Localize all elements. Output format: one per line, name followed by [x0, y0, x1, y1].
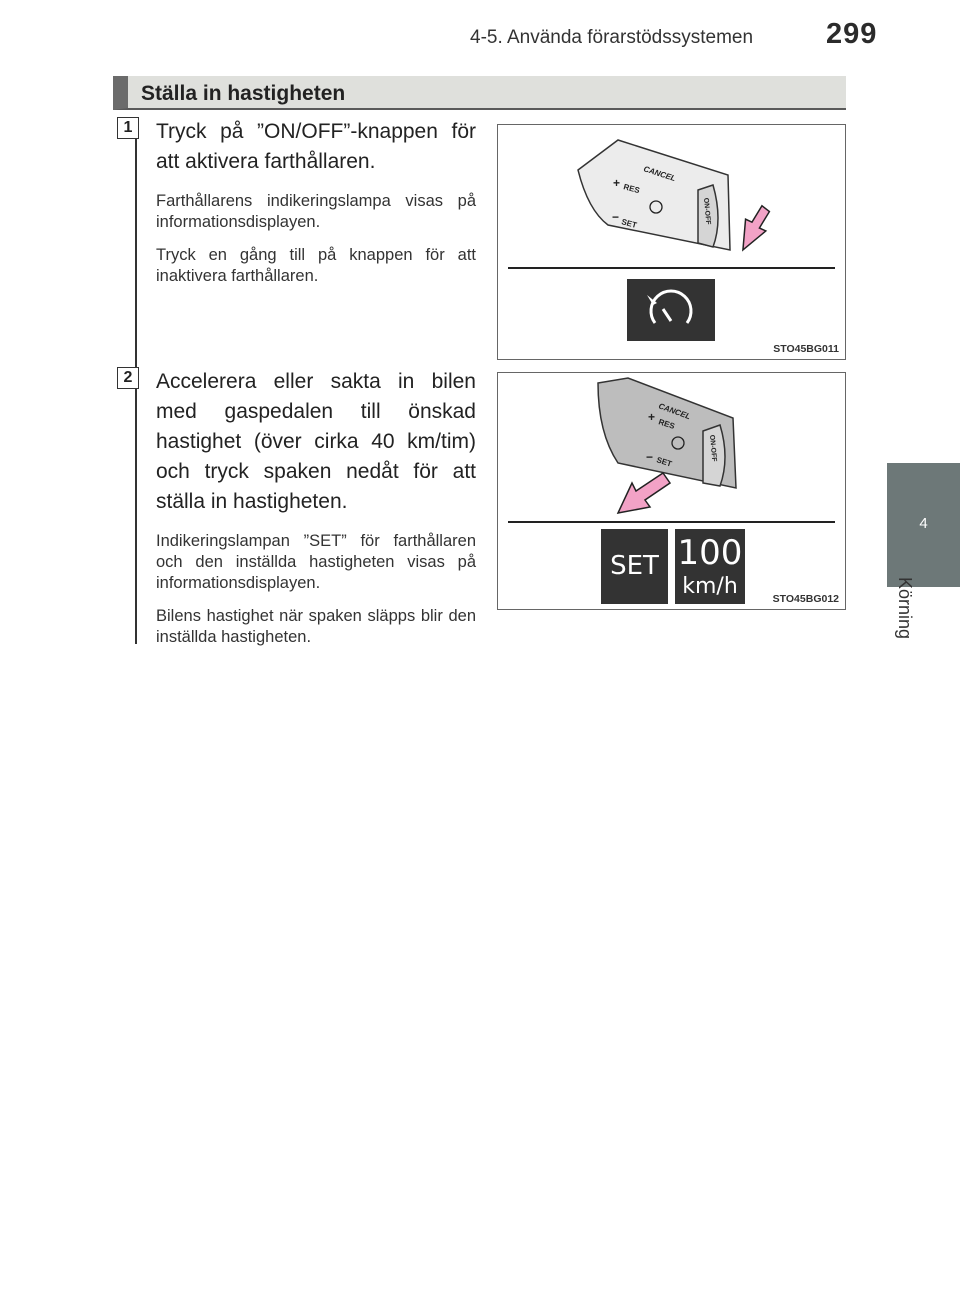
plus-sign: + — [613, 176, 621, 190]
section-heading — [113, 76, 846, 110]
step-2-instruction: Accelerera eller sakta in bilen med gaspedalen till önskad hastighet (över cirka 40 km/tim) och tryck spaken nedåt för att ställa in hastigheten. — [156, 370, 476, 513]
speed-display — [675, 529, 745, 604]
figure-1-caption: STO45BG011 — [773, 343, 839, 355]
step-1-instruction: Tryck på ”ON/OFF”-knappen för att aktivera farthållaren. — [156, 120, 476, 173]
chapter-label-text: Körning — [895, 577, 915, 640]
plus-sign: + — [648, 410, 656, 424]
set-indicator-display — [601, 529, 668, 604]
cancel-label: CANCEL — [642, 164, 677, 184]
cruise-lever-illustration — [498, 373, 845, 518]
set-label: SET — [620, 217, 638, 230]
onoff-label: ON-OFF — [708, 434, 718, 462]
figure-1-divider — [508, 267, 835, 269]
step-1-number: 1 — [117, 117, 139, 139]
cruise-indicator-display — [627, 279, 715, 341]
step-2-note-2: Bilens hastighet när spaken släpps blir den inställda hastigheten. — [156, 607, 476, 646]
step-1-rule — [135, 138, 137, 368]
cancel-label: CANCEL — [657, 401, 692, 422]
figure-2-caption: STO45BG012 — [772, 593, 839, 605]
set-speed-value: 100 — [677, 533, 743, 573]
step-1-text — [156, 117, 476, 299]
set-label: SET — [655, 455, 673, 469]
figure-1 — [497, 124, 846, 360]
chapter-number: 4 — [919, 515, 928, 532]
cruise-lever-illustration — [498, 125, 845, 265]
figure-2 — [497, 372, 846, 610]
step-1-note-2: Tryck en gång till på knappen för att inaktivera farthållaren. — [156, 246, 476, 285]
res-label: RES — [622, 182, 641, 196]
step-2-number: 2 — [117, 367, 139, 389]
section-title: Ställa in hastigheten — [141, 82, 346, 105]
onoff-label: ON-OFF — [702, 197, 712, 225]
step-2-rule — [135, 389, 137, 644]
chapter-side-label — [893, 577, 917, 667]
chapter-side-tab[interactable] — [887, 463, 960, 587]
set-indicator-text: SET — [610, 551, 659, 581]
press-arrow-icon — [731, 204, 779, 250]
minus-sign: − — [612, 210, 620, 224]
page-number: 299 — [826, 18, 878, 50]
set-speed-unit: km/h — [682, 574, 738, 599]
step-2-text — [156, 367, 476, 660]
res-label: RES — [657, 417, 676, 431]
step-1-note-1: Farthållarens indikeringslampa visas på informationsdisplayen. — [156, 192, 476, 231]
push-down-arrow-icon — [618, 473, 670, 513]
step-2-note-1: Indikeringslampan ”SET” för farthållaren och den inställda hastigheten visas på informationsdisplayen. — [156, 532, 476, 592]
chapter-title: 4-5. Använda förarstödssystemen — [470, 27, 754, 48]
minus-sign: − — [646, 450, 654, 464]
figure-2-divider — [508, 521, 835, 523]
cruise-indicator-icon — [627, 279, 715, 341]
